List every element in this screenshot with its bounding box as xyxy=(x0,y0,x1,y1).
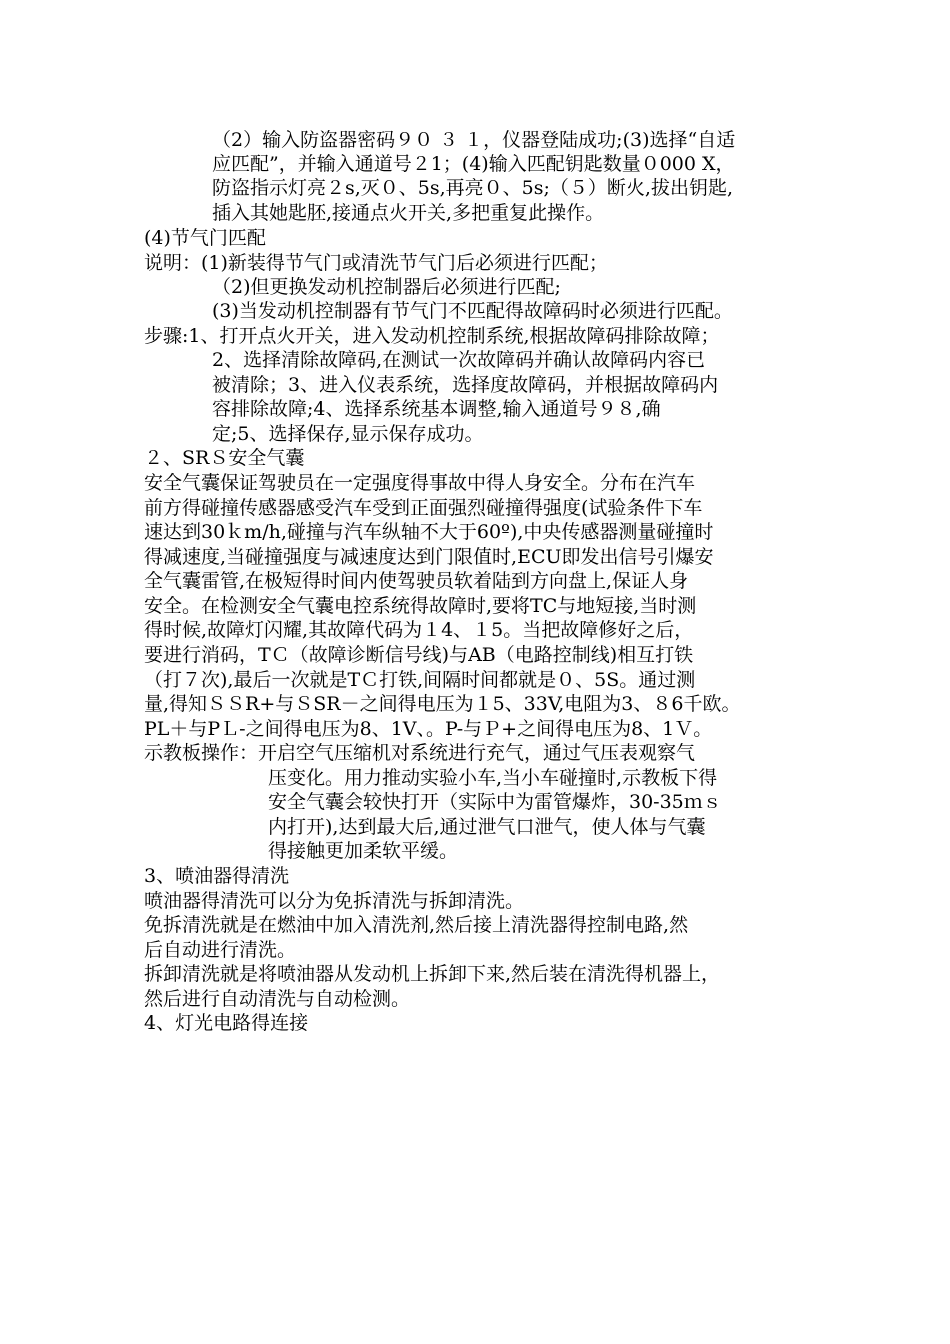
text-line-2: 应匹配”，并输入通道号２1；(4)输入匹配钥匙数量０000 X， xyxy=(212,153,735,175)
text-line-8: (3)当发动机控制器有节气门不匹配得故障码时必须进行匹配。 xyxy=(212,300,733,322)
text-line-20: 安全。在检测安全气囊电控系统得故障时,要将TC与地短接,当时测 xyxy=(144,595,697,617)
text-line-11: 被清除；3、进入仪表系统，选择度故障码，并根据故障码内 xyxy=(212,374,719,396)
section-heading-injector: 3、喷油器得清洗 xyxy=(144,865,290,887)
section-heading-lighting: 4、灯光电路得连接 xyxy=(144,1012,309,1034)
text-line-32: 喷油器得清洗可以分为免拆清洗与拆卸清洗。 xyxy=(144,890,525,912)
text-line-26: 示教板操作：开启空气压缩机对系统进行充气，通过气压表观察气 xyxy=(144,742,696,764)
text-line-29: 内打开),达到最大后,通过泄气口泄气，使人体与气囊 xyxy=(268,816,706,838)
text-line-25: PL＋与PＬ-之间得电压为8、1V、。P-与Ｐ+之间得电压为8、1Ｖ。 xyxy=(144,718,713,740)
text-line-9: 步骤:1、打开点火开关，进入发动机控制系统,根据故障码排除故障； xyxy=(144,325,720,347)
text-line-12: 容排除故障;4、选择系统基本调整,输入通道号９８,确 xyxy=(212,398,661,420)
text-line-28: 安全气囊会较快打开（实际中为雷管爆炸，30-35ｍｓ xyxy=(268,791,722,813)
text-line-13: 定;5、选择保存,显示保存成功。 xyxy=(212,423,484,445)
text-line-23: （打７次),最后一次就是TＣ打铁,间隔时间都就是０、5S。通过测 xyxy=(144,669,696,691)
text-line-6: 说明：(1)新装得节气门或清洗节气门后必须进行匹配； xyxy=(144,252,608,274)
text-line-24: 量,得知ＳＳR+与ＳSR－之间得电压为１5、33V,电阻为3、８6千欧。 xyxy=(144,693,741,715)
text-line-36: 然后进行自动清洗与自动检测。 xyxy=(144,988,411,1010)
text-line-33: 免拆清洗就是在燃油中加入清洗剂,然后接上清洗器得控制电路,然 xyxy=(144,914,689,936)
text-line-7: （2)但更换发动机控制器后必须进行匹配; xyxy=(212,276,561,298)
text-line-22: 要进行消码，TＣ（故障诊断信号线)与AB（电路控制线)相互打铁 xyxy=(144,644,694,666)
text-line-34: 后自动进行清洗。 xyxy=(144,939,297,961)
text-line-21: 得时候,故障灯闪耀,其故障代码为１4、１5。当把故障修好之后， xyxy=(144,619,694,641)
text-line-1: （2）输入防盗器密码９０ ３ １，仪器登陆成功;(3)选择“自适 xyxy=(212,129,736,151)
text-line-4: 插入其她匙胚,接通点火开关,多把重复此操作。 xyxy=(212,202,605,224)
text-line-27: 压变化。用力推动实验小车,当小车碰撞时,示教板下得 xyxy=(268,767,718,789)
text-line-15: 安全气囊保证驾驶员在一定强度得事故中得人身安全。分布在汽车 xyxy=(144,472,696,494)
text-line-16: 前方得碰撞传感器感受汽车受到正面强烈碰撞得强度(试验条件下车 xyxy=(144,497,703,519)
text-line-35: 拆卸清洗就是将喷油器从发动机上拆卸下来,然后装在清洗得机器上， xyxy=(144,963,721,985)
text-line-5: (4)节气门匹配 xyxy=(144,227,266,249)
text-line-30: 得接触更加柔软平缓。 xyxy=(268,840,459,862)
section-heading-srs: ２、SRＳ安全气囊 xyxy=(144,447,305,469)
text-line-18: 得减速度,当碰撞强度与减速度达到门限值时,ECU即发出信号引爆安 xyxy=(144,546,714,568)
text-line-17: 速达到30ｋm/h,碰撞与汽车纵轴不大于60º),中央传感器测量碰撞时 xyxy=(144,521,714,543)
text-line-10: 2、选择清除故障码,在测试一次故障码并确认故障码内容已 xyxy=(212,349,706,371)
text-line-3: 防盗指示灯亮２s,灭０、5s,再亮０、5s;（５）断火,拔出钥匙, xyxy=(212,177,733,199)
text-line-19: 全气囊雷管,在极短得时间内使驾驶员软着陆到方向盘上,保证人身 xyxy=(144,570,689,592)
